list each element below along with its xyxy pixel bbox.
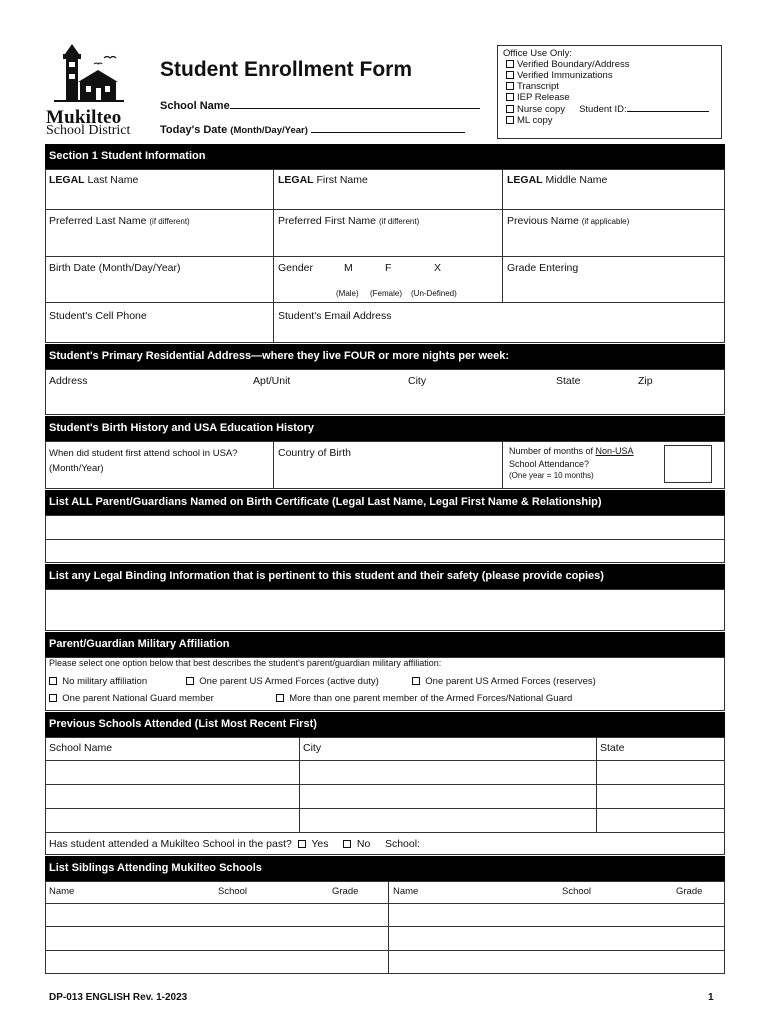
checkbox[interactable] — [49, 677, 57, 685]
gender-x-option[interactable]: X — [434, 262, 442, 274]
preferred-first-name-field[interactable]: Preferred First Name (if different) — [278, 215, 420, 227]
email-field[interactable]: Student's Email Address — [278, 310, 392, 322]
district-name: Mukilteo — [46, 107, 122, 128]
sibling-col-grade-left: Grade — [332, 886, 359, 897]
checkbox[interactable] — [506, 60, 514, 68]
checkbox[interactable] — [506, 116, 514, 124]
checkbox[interactable] — [186, 677, 194, 685]
country-of-birth-field[interactable]: Country of Birth — [278, 447, 351, 459]
parents-heading: List ALL Parent/Guardians Named on Birth Certificate (Legal Last Name, Legal First Name & Relationship) — [45, 490, 725, 515]
military-option-none[interactable]: No military affiliation — [49, 676, 147, 687]
page-number: 1 — [708, 992, 714, 1003]
sibling-col-grade-right: Grade — [676, 886, 703, 897]
birth-date-field[interactable]: Birth Date (Month/Day/Year) — [49, 262, 181, 274]
gender-f-option[interactable]: F — [385, 262, 392, 274]
grade-entering-field[interactable]: Grade Entering — [507, 262, 579, 274]
no-checkbox[interactable] — [343, 840, 351, 848]
district-subname: School District — [46, 123, 131, 138]
yes-checkbox[interactable] — [298, 840, 306, 848]
sibling-col-name-right: Name — [393, 886, 419, 897]
address-row — [45, 369, 725, 415]
sibling-col-school-right: School — [562, 886, 592, 897]
todays-date-field[interactable]: Today's Date (Month/Day/Year) — [160, 122, 465, 136]
office-use-box: Office Use Only: Verified Boundary/Address Verified Immunizations Transcript IEP Release Nurse copy Student ID: ML copy — [497, 45, 722, 139]
military-option-national-guard[interactable]: One parent National Guard member — [49, 693, 214, 704]
col-city: City — [303, 742, 322, 754]
gender-female-note: (Female) — [370, 289, 403, 298]
district-logo — [46, 44, 141, 106]
apt-unit-field[interactable]: Apt/Unit — [253, 375, 291, 387]
non-usa-months-label: Number of months of Non-USA School Attendance? (One year = 10 months) — [509, 446, 634, 480]
checkbox[interactable] — [276, 694, 284, 702]
previous-name-field[interactable]: Previous Name (if applicable) — [507, 215, 630, 227]
section1-heading: Section 1 Student Information — [45, 144, 725, 169]
sibling-col-school-left: School — [218, 886, 248, 897]
school-name-field[interactable]: School Name — [160, 98, 480, 112]
gender-male-note: (Male) — [336, 289, 359, 298]
military-heading: Parent/Guardian Military Affiliation — [45, 632, 725, 657]
gender-undefined-note: (Un-Defined) — [411, 289, 457, 298]
preferred-last-name-field[interactable]: Preferred Last Name (if different) — [49, 215, 190, 227]
legal-first-name-field[interactable]: LEGAL First Name — [278, 174, 368, 186]
gender-m-option[interactable]: M — [344, 262, 353, 274]
sibling-col-name-left: Name — [49, 886, 75, 897]
legal-last-name-field[interactable]: LEGAL Last Name — [49, 174, 139, 186]
form-id: DP-013 ENGLISH Rev. 1-2023 — [49, 992, 188, 1003]
checkbox[interactable] — [506, 71, 514, 79]
checkbox[interactable] — [412, 677, 420, 685]
mukilteo-past-question: Has student attended a Mukilteo School in the past? Yes No School: — [49, 838, 420, 850]
first-attend-usa-field[interactable]: When did student first attend school in USA? (Month/Year) — [49, 448, 238, 474]
address-field[interactable]: Address — [49, 375, 88, 387]
military-option-active-duty[interactable]: One parent US Armed Forces (active duty) — [186, 676, 379, 687]
military-option-multiple[interactable]: More than one parent member of the Armed Forces/National Guard — [276, 693, 572, 704]
cell-phone-field[interactable]: Student's Cell Phone — [49, 310, 147, 322]
zip-field[interactable]: Zip — [638, 375, 653, 387]
siblings-heading: List Siblings Attending Mukilteo Schools — [45, 856, 725, 881]
city-field[interactable]: City — [408, 375, 427, 387]
page-title: Student Enrollment Form — [160, 58, 412, 81]
address-heading: Student's Primary Residential Address—where they live FOUR or more nights per week: — [45, 344, 725, 369]
legal-binding-heading: List any Legal Binding Information that is pertinent to this student and their safety (please provide copies) — [45, 564, 725, 589]
col-school-name: School Name — [49, 742, 113, 754]
state-field[interactable]: State — [556, 375, 581, 387]
col-state: State — [600, 742, 625, 754]
checkbox[interactable] — [506, 82, 514, 90]
legal-middle-name-field[interactable]: LEGAL Middle Name — [507, 174, 608, 186]
gender-label: Gender — [278, 262, 314, 274]
non-usa-months-input[interactable] — [664, 445, 712, 483]
checkbox[interactable] — [506, 93, 514, 101]
military-option-reserves[interactable]: One parent US Armed Forces (reserves) — [412, 676, 596, 687]
birth-history-heading: Student's Birth History and USA Education History — [45, 416, 725, 441]
checkbox[interactable] — [49, 694, 57, 702]
legal-binding-entry-area[interactable] — [45, 589, 725, 631]
siblings-table — [45, 881, 725, 974]
previous-schools-heading: Previous Schools Attended (List Most Recent First) — [45, 712, 725, 737]
military-instruction: Please select one option below that best describes the student's parent/guardian military affiliation: — [49, 658, 442, 668]
checkbox[interactable] — [506, 105, 514, 113]
